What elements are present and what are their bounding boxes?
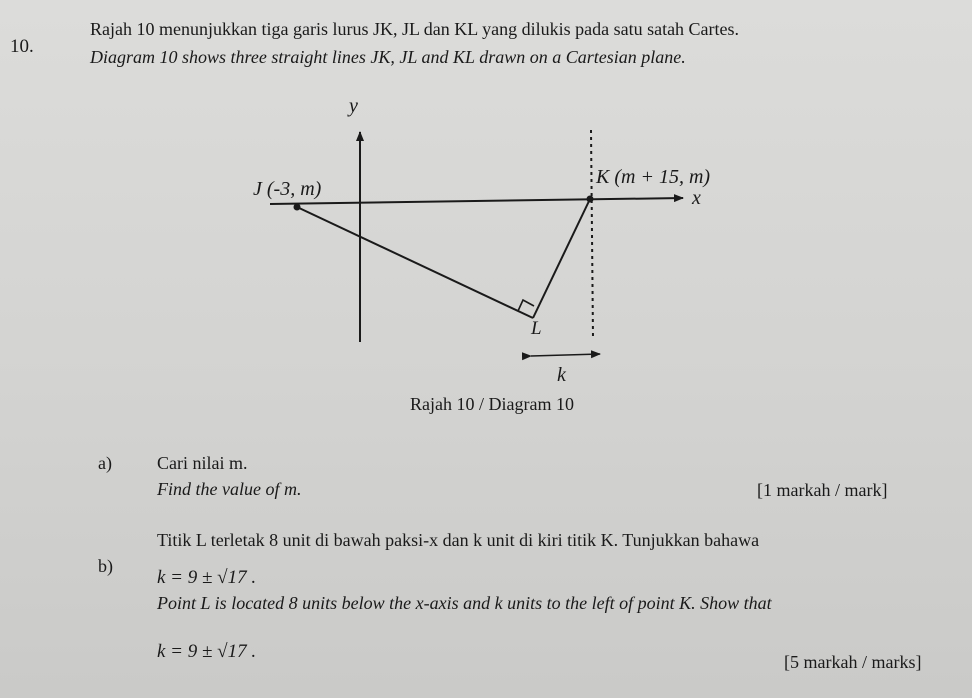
point-k-label: K (m + 15, m)	[596, 166, 711, 188]
k-distance-arrow	[531, 354, 600, 356]
point-j-label: J (-3, m)	[253, 178, 322, 200]
part-b-equation-2: k = 9 ± √17 .	[157, 641, 257, 662]
part-b-label: b)	[98, 556, 113, 576]
part-b-equation: k = 9 ± √17 .	[157, 567, 257, 588]
part-a-marks: [1 markah / mark]	[757, 480, 888, 500]
part-a-label: a)	[98, 453, 112, 473]
point-j	[294, 204, 301, 211]
point-l-label: L	[531, 318, 542, 339]
diagram-caption: Rajah 10 / Diagram 10	[410, 394, 574, 414]
part-b-malay: Titik L terletak 8 unit di bawah paksi-x dan k unit di kiri titik K. Tunjukkan bahawa	[157, 530, 760, 550]
right-angle-marker	[518, 300, 534, 311]
part-b-english: Point L is located 8 units below the x-axis and k units to the left of point K. Show that	[157, 593, 772, 613]
x-axis-label: x	[692, 187, 701, 209]
y-axis-label: y	[349, 95, 358, 117]
x-axis	[270, 198, 683, 204]
line-jl	[297, 207, 533, 318]
part-a-malay: Cari nilai m.	[157, 453, 248, 473]
part-a-english: Find the value of m.	[157, 479, 302, 499]
question-stem-malay: Rajah 10 menunjukkan tiga garis lurus JK, JL dan KL yang dilukis pada satu satah Cartes.	[90, 19, 740, 39]
question-stem-english: Diagram 10 shows three straight lines JK, JL and KL drawn on a Cartesian plane.	[90, 47, 686, 67]
distance-k-label: k	[557, 364, 566, 386]
question-number: 10.	[10, 36, 34, 57]
part-b-marks: [5 markah / marks]	[784, 652, 922, 672]
point-k	[587, 196, 594, 203]
line-kl	[533, 199, 590, 318]
dotted-vertical-line	[591, 130, 593, 338]
